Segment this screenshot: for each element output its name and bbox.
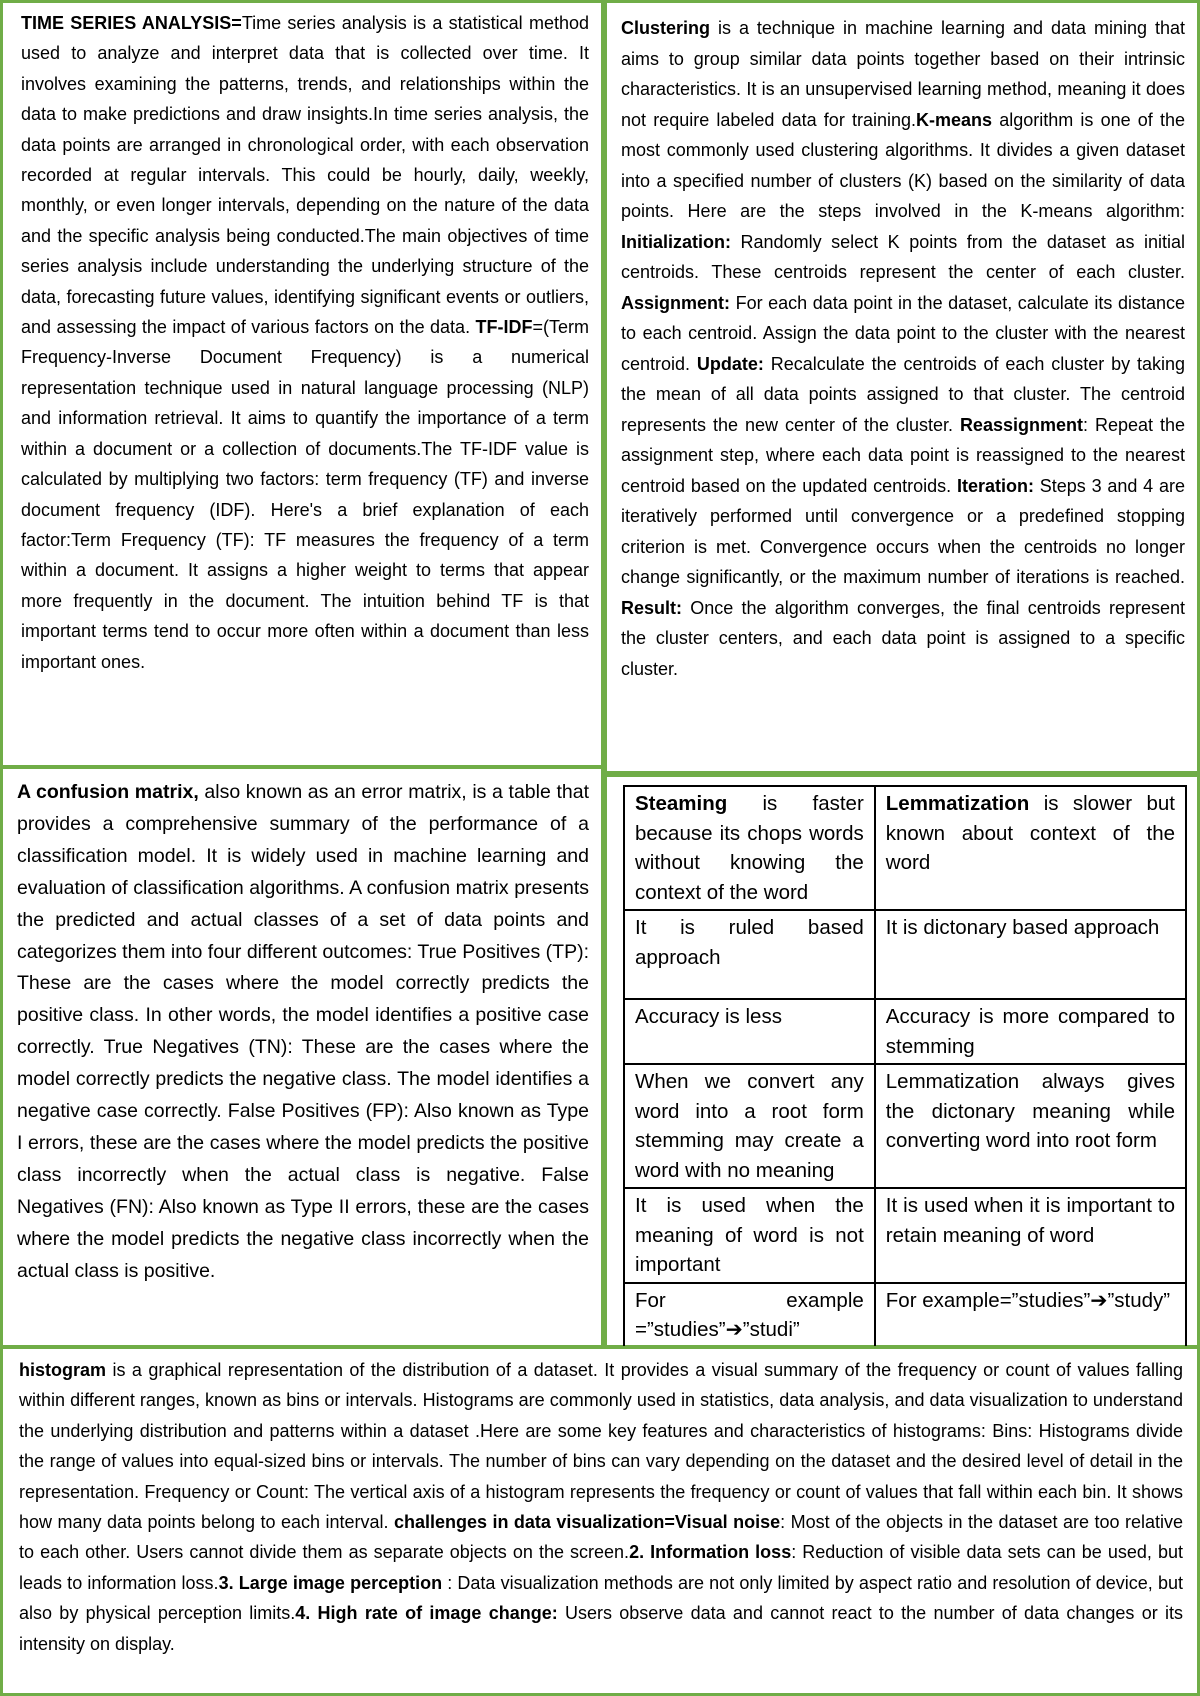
table-cell: It is used when it is important to retain meaning of word: [875, 1188, 1186, 1283]
large-image-perception-term: 3. Large image perception: [218, 1572, 443, 1593]
clustering-body: is a technique in machine learning and data mining that aims to group similar data points together based on their intrinsic characteristics. It is an unsupervised learning method, meaning it does not require labeled data for training.: [621, 18, 1185, 130]
confusion-matrix-panel: [0, 766, 604, 1348]
visual-noise-body: : Most of the objects in the dataset are too relative to each other. Users cannot divide them as separate objects on the screen.: [19, 1512, 1183, 1563]
table-cell: It is used when the meaning of word is not important: [624, 1188, 875, 1283]
table-cell: It is dictonary based approach: [875, 910, 1186, 999]
table-row: [624, 1064, 1186, 1188]
iteration-term: Iteration:: [956, 475, 1034, 496]
update-body: Recalculate the centroids of each cluster by taking the mean of all data points assigned to that cluster. The centroid represents the new center of the cluster.: [621, 353, 1185, 435]
reassignment-body: : Repeat the assignment step, where each data point is reassigned to the nearest centroid based on the updated centroids.: [621, 414, 1185, 496]
clustering-panel: [604, 0, 1200, 774]
confusion-matrix-term: A confusion matrix,: [17, 781, 199, 803]
clustering-term: Clustering: [621, 18, 711, 38]
assignment-term: Assignment:: [621, 292, 731, 313]
lemmatization-body: is slower but known about context of the word: [885, 792, 1175, 874]
result-term: Result:: [621, 597, 683, 618]
histogram-term: histogram: [19, 1360, 107, 1380]
high-rate-image-change-body: Users observe data and cannot react to the number of data changes or its intensity on display.: [19, 1603, 1183, 1654]
lemmatization-term: Lemmatization: [885, 792, 1030, 815]
table-row: [624, 910, 1186, 999]
update-term: Update:: [696, 353, 764, 374]
iteration-body: Steps 3 and 4 are iteratively performed until convergence or a predefined stopping criterion is met. Convergence occurs when the centroids no longer change significantly, or the maximum number of iterations is reached.: [621, 475, 1185, 587]
tfidf-body: =(Term Frequency-Inverse Document Frequency) is a numerical representation technique used in natural language processing (NLP) and information retrieval. It aims to quantify the importance of a term within a document or a collection of documents.The TF-IDF value is calculated by multiplying two factors: term frequency (TF) and inverse document frequency (IDF). Here's a brief explanation of each factor:Term Frequency (TF): TF measures the frequency of a term within a document. It assigns a higher weight to terms that appear more frequently in the document. The intuition behind TF is that important terms tend to occur more often within a document than less important ones.: [21, 317, 589, 672]
table-cell: For example =”studies”➔”studi”: [624, 1283, 875, 1348]
table-cell: [624, 786, 875, 910]
table-row: [624, 999, 1186, 1064]
assignment-body: For each data point in the dataset, calculate its distance to each centroid. Assign the data point to the cluster with the nearest centroid.: [621, 292, 1185, 374]
large-image-perception-body: : Data visualization methods are not only limited by aspect ratio and resolution of device, but also by physical perception limits.: [19, 1572, 1183, 1624]
histogram-body: is a graphical representation of the distribution of a dataset. It provides a visual summary of the frequency or count of values falling within different ranges, known as bins or intervals. Histograms are commonly used in statistics, data analysis, and data visualization to understand the underlying distribution and patterns within a dataset .Here are some key features and characteristics of histograms: Bins: Histograms divide the range of values into equal-sized bins or intervals. The number of bins can vary depending on the dataset and the desired level of detail in the representation. Frequency or Count: The vertical axis of a histogram represents the frequency or count of values that fall within each bin. It shows how many data points belong to each interval.: [19, 1360, 1183, 1533]
time-series-panel: [0, 0, 604, 768]
table-cell: For example=”studies”➔”study”: [875, 1283, 1186, 1348]
table-cell: Accuracy is less: [624, 999, 875, 1064]
information-loss-term: 2. Information loss: [629, 1542, 792, 1563]
time-series-term: TIME SERIES ANALYSIS=: [21, 13, 242, 33]
table-row: [624, 1188, 1186, 1283]
visual-noise-term: challenges in data visualization=Visual noise: [393, 1512, 781, 1533]
time-series-body: Time series analysis is a statistical method used to analyze and interpret data that is collected over time. It involves examining the patterns, trends, and relationships within the data to make predictions and draw insights.In time series analysis, the data points are arranged in chronological order, with each observation recorded at regular intervals. This could be hourly, daily, weekly, monthly, or even longer intervals, depending on the nature of the data and the specific analysis being conducted.The main objectives of time series analysis include understanding the underlying structure of the data, forecasting future values, identifying significant events or outliers, and assessing the impact of various factors on the data.: [21, 13, 589, 338]
histogram-panel: [0, 1346, 1200, 1696]
initialization-term: Initialization:: [621, 231, 731, 252]
stemming-body: is faster because its chops words without knowing the context of the word: [635, 792, 864, 904]
stemming-term: Steaming: [635, 792, 728, 815]
stemming-lemmatization-panel: [604, 774, 1200, 1348]
reassignment-term: Reassignment: [959, 414, 1083, 435]
information-loss-body: : Reduction of visible data sets can be used, but leads to information loss.: [19, 1542, 1183, 1593]
table-cell: When we convert any word into a root form stemming may create a word with no meaning: [624, 1064, 875, 1188]
kmeans-body: algorithm is one of the most commonly used clustering algorithms. It divides a given dataset into a specified number of clusters (K) based on the similarity of data points. Here are the steps involved in the K-means algorithm:: [621, 109, 1185, 221]
kmeans-term: K-means: [916, 109, 993, 130]
table-cell: Lemmatization always gives the dictonary meaning while converting word into root form: [875, 1064, 1186, 1188]
high-rate-image-change-term: 4. High rate of image change:: [295, 1603, 558, 1624]
table-row: [624, 786, 1186, 910]
stemming-vs-lemmatization-table: [623, 785, 1187, 1349]
initialization-body: Randomly select K points from the dataset as initial centroids. These centroids represent the center of each cluster.: [621, 231, 1185, 282]
table-cell: It is ruled based approach: [624, 910, 875, 999]
table-cell: Accuracy is more compared to stemming: [875, 999, 1186, 1064]
table-row: [624, 1283, 1186, 1348]
tfidf-term: TF-IDF: [475, 317, 533, 338]
confusion-matrix-body: also known as an error matrix, is a table that provides a comprehensive summary of the performance of a classification model. It is widely used in machine learning and evaluation of classification algorithms. A confusion matrix presents the predicted and actual classes of a set of data points and categorizes them into four different outcomes: True Positives (TP): These are the cases where the model correctly predicts the positive class. In other words, the model identifies a positive case correctly. True Negatives (TN): These are the cases where the model correctly predicts the negative class. The model identifies a negative case correctly. False Positives (FP): Also known as Type I errors, these are the cases where the model predicts the positive class incorrectly when the actual class is negative. False Negatives (FN): Also known as Type II errors, these are the cases where the model predicts the negative class incorrectly when the actual class is positive.: [17, 781, 589, 1282]
table-cell: [875, 786, 1186, 910]
result-body: Once the algorithm converges, the final centroids represent the cluster centers, and each data point is assigned to a specific cluster.: [621, 597, 1185, 679]
